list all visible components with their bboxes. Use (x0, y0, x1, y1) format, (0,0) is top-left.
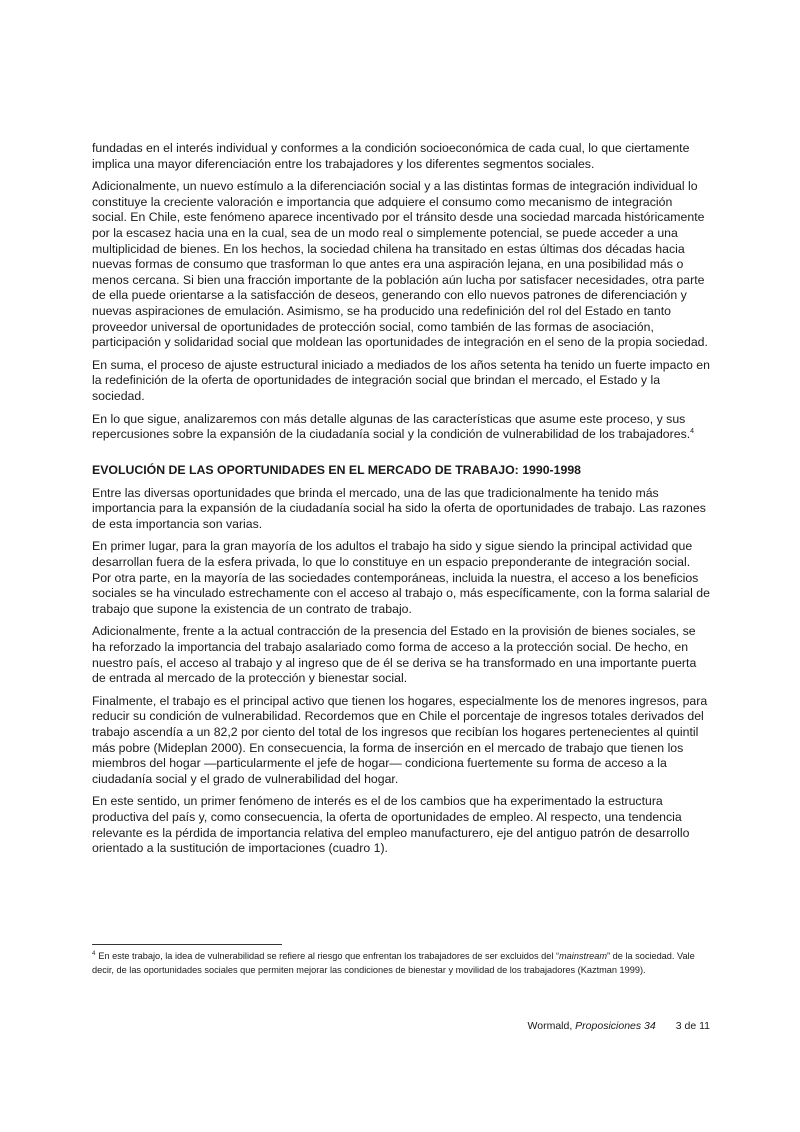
footer-author: Wormald, (527, 1020, 576, 1032)
footnote-reference[interactable]: 4 (690, 428, 695, 435)
paragraph: Finalmente, el trabajo es el principal activo que tienen los hogares, especialmente los de menores ingresos, para reducir su condición de vulnerabilidad. Recordemos que en Chile el porcentaje de ingresos totales derivados del trabajo ascendía a un 82,2 por ciento del total de los ingresos que recibían los hogares pertenecientes al quintil más pobre (Mideplan 2000). En consecuencia, la forma de inserción en el mercado de trabajo que tienen los miembros del hogar —particularmente el jefe de hogar— condiciona fuertemente su forma de acceso a la ciudadanía social y el grado de vulnerabilidad del hogar. (92, 693, 708, 786)
section-heading: EVOLUCIÓN DE LAS OPORTUNIDADES EN EL MERCADO DE TRABAJO: 1990-1998 (92, 462, 581, 477)
paragraph: Adicionalmente, un nuevo estímulo a la diferenciación social y a las distintas formas de integración individual lo constituye la creciente valoración e importancia que adquiere el consumo como mecanismo de integración social. En Chile, este fenómeno aparece incentivado por el tránsito desde una sociedad marcada históricamente por la escasez hacia una en la cual, sea de un modo real o simplemente potencial, se puede acceder a una multiplicidad de bienes. En los hechos, la sociedad chilena ha transitado en estas últimas dos décadas hacia nuevas formas de consumo que trasforman lo que antes era una aspiración lejana, en una posibilidad más o menos cercana. Si bien una fracción importante de la población aún lucha por satisfacer necesidades, otra parte de ella puede orientarse a la satisfacción de deseos, generando con ello nuevos patrones de diferenciación y nuevas aspiraciones de emulación. Asimismo, se ha producido una redefinición del rol del Estado en tanto proveedor universal de oportunidades de protección social, como también de las formas de asociación, participación y solidaridad social que moldean las oportunidades de integración en el seno de la propia sociedad. (92, 179, 708, 350)
paragraph: En este sentido, un primer fenómeno de interés es el de los cambios que ha experimentado la estructura productiva del país y, como consecuencia, la oferta de oportunidades de empleo. Al respecto, una tendencia relevante es la pérdida de importancia relativa del empleo manufacturero, eje del antiguo patrón de desarrollo orientado a la sustitución de importaciones (cuadro 1). (92, 794, 690, 856)
paragraph: Adicionalmente, frente a la actual contracción de la presencia del Estado en la provisión de bienes sociales, se ha reforzado la importancia del trabajo asalariado como forma de acceso a la protección social. De hecho, en nuestro país, el acceso al trabajo y al ingreso que de él se deriva se ha transformado en una importante puerta de entrada al mercado de la protección y bienestar social. (92, 624, 697, 686)
paragraph-text: En lo que sigue, analizaremos con más detalle algunas de las características que asume este proceso, y sus repercusiones sobre la expansión de la ciudadanía social y la condición de vulnerabilidad de los trabajadores. (92, 411, 691, 442)
page-number: 3 de 11 (675, 1020, 710, 1032)
footer-journal: Proposiciones 34 (575, 1020, 656, 1032)
footnote-number: 4 (92, 950, 96, 957)
footnote-text: En este trabajo, la idea de vulnerabilidad se refiere al riesgo que enfrentan los trabajadores de ser excluidos del “ (98, 951, 560, 961)
paragraph: En suma, el proceso de ajuste estructural iniciado a mediados de los años setenta ha tenido un fuerte impacto en la redefinición de la oferta de oportunidades de integración social que brindan el mercado, el Estado y la sociedad. (92, 357, 710, 403)
page-footer (480, 1020, 710, 1032)
paragraph: Entre las diversas oportunidades que brinda el mercado, una de las que tradicionalmente ha tenido más importancia para la expansión de la ciudadanía social ha sido la oferta de oportunidades de trabajo. Las razones de esta importancia son varias. (92, 485, 706, 531)
paragraph (92, 412, 710, 443)
paragraph: En primer lugar, para la gran mayoría de los adultos el trabajo ha sido y sigue siendo la principal actividad que desarrollan fuera de la esfera privada, lo que lo constituye en un espacio preponderante de integración social. Por otra parte, en la mayoría de las sociedades contemporáneas, incluida la nuestra, el acceso a los beneficios sociales se ha vinculado estrechamente con el acceso al trabajo o, más específicamente, con la forma salarial de trabajo que supone la existencia de un contrato de trabajo. (92, 539, 710, 616)
footnote (92, 950, 712, 977)
footnote-text: ” de la sociedad. Vale decir, de las oportunidades sociales que permiten mejorar las condiciones de bienestar y movilidad de los trabajadores (Kaztman 1999). (92, 951, 695, 975)
document-body (92, 141, 710, 864)
footnote-italic-term: mainstream (559, 951, 608, 961)
paragraph: fundadas en el interés individual y conformes a la condición socioeconómica de cada cual, lo que ciertamente implica una mayor diferenciación entre los trabajadores y los diferentes segmentos sociales. (92, 141, 690, 171)
footnote-divider (92, 944, 282, 945)
